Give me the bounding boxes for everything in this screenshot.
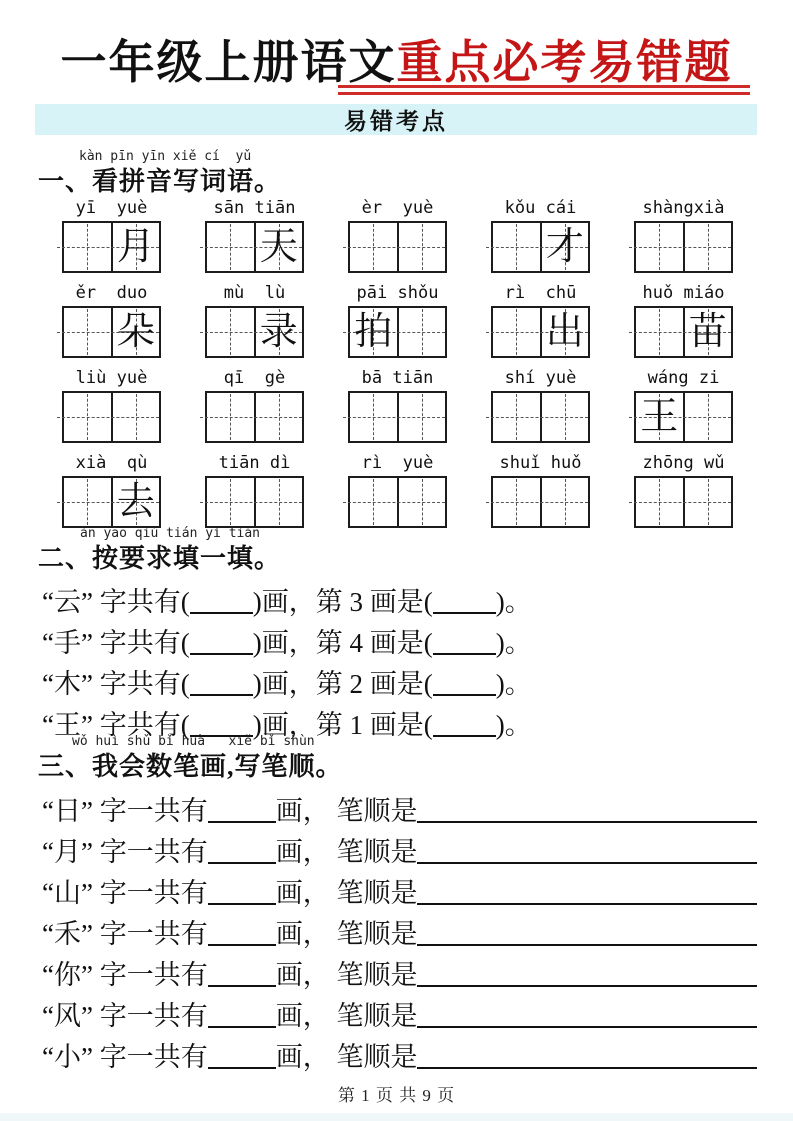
pinyin-label: yī yuè: [75, 198, 148, 218]
pinyin-label: xià qù: [75, 453, 148, 473]
stroke-order-question: [42, 912, 757, 952]
writing-grid: [205, 476, 304, 528]
word-box: [634, 364, 733, 443]
written-char: [399, 478, 446, 526]
question-char: “王”: [42, 710, 93, 740]
grid-row: [62, 279, 733, 358]
question-text: 画是(: [362, 628, 433, 658]
word-box: [634, 449, 733, 528]
written-char: [399, 223, 446, 271]
question-char: “月”: [42, 837, 93, 867]
word-box: [634, 194, 733, 273]
section2-pinyin: àn yāo qiú tián yì tián: [80, 526, 261, 541]
writing-grid: [205, 221, 304, 273]
stroke-count-question: [42, 580, 532, 620]
question-char: “风”: [42, 1001, 93, 1031]
section3-pinyin: wǒ huì shǔ bǐ huà xiě bǐ shùn: [72, 734, 315, 749]
stroke-order-blank: [417, 821, 757, 823]
grid-cell: [636, 393, 683, 441]
page-title-black: 一年级上册语文: [60, 37, 397, 88]
pinyin-writing-grid: [62, 194, 733, 534]
page-title: [0, 26, 793, 92]
pinyin-label: ěr duo: [75, 283, 148, 303]
question-text: )画，第: [252, 710, 350, 740]
word-box: [62, 364, 161, 443]
grid-cell: [397, 478, 446, 526]
grid-cell: [254, 478, 303, 526]
question-char: “云”: [42, 587, 93, 617]
word-box: [62, 279, 161, 358]
question-text: 字一共有: [92, 878, 208, 908]
pinyin-label: huǒ miáo: [642, 283, 725, 303]
grid-cell: [207, 223, 254, 271]
grid-cell: [540, 478, 589, 526]
pinyin-label: sān tiān: [213, 198, 296, 218]
stroke-order-blank: [417, 985, 757, 987]
topic-banner: [35, 104, 757, 135]
page-number: 第 1 页 共 9 页: [337, 1086, 456, 1105]
word-box: [62, 449, 161, 528]
answer-blank: [208, 821, 276, 823]
grid-cell: [254, 308, 303, 356]
written-char: [636, 223, 683, 271]
written-char: 才: [545, 226, 584, 268]
written-char: 苗: [688, 311, 727, 353]
grid-row: [62, 449, 733, 528]
grid-cell: [207, 308, 254, 356]
question-text: 画， 笔顺是: [275, 919, 418, 949]
stroke-number: 3: [349, 587, 363, 617]
written-char: [256, 393, 303, 441]
written-char: [207, 478, 254, 526]
question-char: “小”: [42, 1042, 93, 1072]
grid-cell: [254, 393, 303, 441]
bottom-edge-strip: [0, 1113, 793, 1121]
stroke-number: 4: [349, 628, 363, 658]
pinyin-label: liù yuè: [75, 368, 148, 388]
written-char: [207, 223, 254, 271]
question-text: 字共有(: [92, 710, 190, 740]
stroke-order-blank: [417, 1026, 757, 1028]
written-char: [399, 308, 446, 356]
stroke-count-question: [42, 662, 532, 702]
section2-heading: 二、按要求填一填。: [38, 544, 282, 573]
written-char: [636, 308, 683, 356]
pinyin-label: èr yuè: [361, 198, 434, 218]
question-text: 字共有(: [92, 628, 190, 658]
writing-grid: [491, 306, 590, 358]
writing-grid: [62, 391, 161, 443]
pinyin-label: rì yuè: [361, 453, 434, 473]
pinyin-label: wáng zi: [647, 368, 720, 388]
grid-cell: [397, 393, 446, 441]
answer-blank: [208, 985, 276, 987]
topic-banner-label: 易错考点: [344, 109, 448, 134]
grid-cell: [493, 308, 540, 356]
written-char: 录: [259, 311, 298, 353]
writing-grid: [634, 306, 733, 358]
answer-blank: [208, 1026, 276, 1028]
grid-cell: [254, 223, 303, 271]
written-char: 朵: [116, 311, 155, 353]
question-text: 字一共有: [92, 837, 208, 867]
writing-grid: [634, 476, 733, 528]
word-box: [348, 364, 447, 443]
stroke-order-blank: [417, 944, 757, 946]
written-char: [685, 223, 732, 271]
question-text: 字一共有: [92, 960, 208, 990]
stroke-order-blank: [417, 862, 757, 864]
question-text: 画是(: [362, 587, 433, 617]
written-char: [542, 478, 589, 526]
grid-cell: [397, 308, 446, 356]
word-box: [205, 364, 304, 443]
grid-cell: [636, 308, 683, 356]
grid-row: [62, 364, 733, 443]
pinyin-label: pāi shǒu: [356, 283, 439, 303]
answer-blank: [190, 694, 253, 696]
answer-blank: [433, 735, 496, 737]
written-char: 拍: [354, 311, 393, 353]
written-char: [350, 478, 397, 526]
question-text: )画，第: [252, 669, 350, 699]
pinyin-label: tiān dì: [218, 453, 291, 473]
grid-cell: [350, 223, 397, 271]
word-box: [491, 364, 590, 443]
writing-grid: [348, 306, 447, 358]
answer-blank: [433, 653, 496, 655]
stroke-order-question: [42, 789, 757, 829]
written-char: [64, 393, 111, 441]
question-text: 字一共有: [92, 796, 208, 826]
grid-cell: [493, 393, 540, 441]
question-text: 画， 笔顺是: [275, 960, 418, 990]
question-text: 画是(: [362, 669, 433, 699]
word-box: [205, 449, 304, 528]
question-text: 字一共有: [92, 919, 208, 949]
writing-grid: [62, 221, 161, 273]
answer-blank: [208, 862, 276, 864]
stroke-order-question: [42, 994, 757, 1034]
writing-grid: [634, 221, 733, 273]
written-char: [64, 308, 111, 356]
grid-cell: [64, 478, 111, 526]
stroke-order-blank: [417, 903, 757, 905]
word-box: [348, 194, 447, 273]
word-box: [205, 194, 304, 273]
grid-cell: [64, 308, 111, 356]
section3-heading: 三、我会数笔画,写笔顺。: [38, 752, 343, 781]
written-char: 王: [640, 396, 679, 438]
grid-cell: [111, 308, 160, 356]
written-char: [685, 478, 732, 526]
question-char: “日”: [42, 796, 93, 826]
writing-grid: [491, 476, 590, 528]
written-char: 出: [545, 311, 584, 353]
word-box: [205, 279, 304, 358]
grid-cell: [493, 223, 540, 271]
word-box: [62, 194, 161, 273]
grid-cell: [111, 478, 160, 526]
pinyin-label: kǒu cái: [504, 198, 577, 218]
question-char: “木”: [42, 669, 93, 699]
grid-cell: [636, 223, 683, 271]
answer-blank: [190, 653, 253, 655]
writing-grid: [348, 221, 447, 273]
grid-cell: [350, 478, 397, 526]
writing-grid: [491, 391, 590, 443]
section1-pinyin: kàn pīn yīn xiě cí yǔ: [79, 149, 252, 164]
answer-blank: [208, 903, 276, 905]
written-char: [350, 393, 397, 441]
answer-blank: [433, 612, 496, 614]
question-text: 字一共有: [92, 1001, 208, 1031]
pinyin-label: qī gè: [223, 368, 286, 388]
question-text: )。: [495, 710, 532, 740]
stroke-number: 2: [349, 669, 363, 699]
grid-cell: [636, 478, 683, 526]
grid-cell: [683, 223, 732, 271]
stroke-order-question: [42, 953, 757, 993]
writing-grid: [205, 391, 304, 443]
question-text: )画，第: [252, 587, 350, 617]
written-char: [64, 478, 111, 526]
word-box: [348, 279, 447, 358]
grid-cell: [683, 478, 732, 526]
answer-blank: [208, 944, 276, 946]
pinyin-label: bā tiān: [361, 368, 434, 388]
grid-cell: [540, 223, 589, 271]
written-char: [256, 478, 303, 526]
question-char: “禾”: [42, 919, 93, 949]
grid-row: [62, 194, 733, 273]
grid-cell: [493, 478, 540, 526]
pinyin-label: rì chū: [504, 283, 577, 303]
question-text: )。: [495, 587, 532, 617]
written-char: 天: [259, 226, 298, 268]
writing-grid: [62, 306, 161, 358]
word-box: [491, 194, 590, 273]
stroke-order-question: [42, 830, 757, 870]
written-char: [685, 393, 732, 441]
title-double-underline: [338, 85, 750, 95]
answer-blank: [190, 612, 253, 614]
written-char: 月: [116, 226, 155, 268]
written-char: [207, 308, 254, 356]
grid-cell: [64, 223, 111, 271]
answer-blank: [433, 694, 496, 696]
word-box: [634, 279, 733, 358]
written-char: [113, 393, 160, 441]
word-box: [491, 279, 590, 358]
written-char: [207, 393, 254, 441]
grid-cell: [64, 393, 111, 441]
question-text: 画， 笔顺是: [275, 1042, 418, 1072]
grid-cell: [111, 393, 160, 441]
grid-cell: [683, 308, 732, 356]
stroke-number: 1: [349, 710, 363, 740]
written-char: [493, 393, 540, 441]
writing-grid: [348, 476, 447, 528]
question-text: 画， 笔顺是: [275, 1001, 418, 1031]
written-char: [350, 223, 397, 271]
written-char: [493, 478, 540, 526]
stroke-order-blank: [417, 1067, 757, 1069]
question-char: “山”: [42, 878, 93, 908]
section1-heading: 一、看拼音写词语。: [38, 167, 282, 196]
question-text: 字一共有: [92, 1042, 208, 1072]
word-box: [348, 449, 447, 528]
grid-cell: [207, 478, 254, 526]
stroke-order-question: [42, 1035, 757, 1075]
written-char: [64, 223, 111, 271]
written-char: 去: [116, 481, 155, 523]
question-text: )。: [495, 628, 532, 658]
writing-grid: [62, 476, 161, 528]
pinyin-label: shuǐ huǒ: [499, 453, 582, 473]
written-char: [493, 223, 540, 271]
written-char: [636, 478, 683, 526]
grid-cell: [397, 223, 446, 271]
question-text: 字共有(: [92, 587, 190, 617]
writing-grid: [205, 306, 304, 358]
stroke-count-question: [42, 621, 532, 661]
stroke-order-question: [42, 871, 757, 911]
grid-cell: [540, 393, 589, 441]
question-text: 画是(: [362, 710, 433, 740]
grid-cell: [540, 308, 589, 356]
grid-cell: [350, 308, 397, 356]
grid-cell: [111, 223, 160, 271]
question-text: )画，第: [252, 628, 350, 658]
answer-blank: [208, 1067, 276, 1069]
question-char: “手”: [42, 628, 93, 658]
written-char: [542, 393, 589, 441]
question-text: 画， 笔顺是: [275, 796, 418, 826]
pinyin-label: shí yuè: [504, 368, 577, 388]
grid-cell: [683, 393, 732, 441]
word-box: [491, 449, 590, 528]
grid-cell: [207, 393, 254, 441]
written-char: [493, 308, 540, 356]
pinyin-label: zhōng wǔ: [642, 453, 725, 473]
written-char: [399, 393, 446, 441]
question-text: 画， 笔顺是: [275, 878, 418, 908]
pinyin-label: shàngxià: [642, 198, 725, 218]
question-text: 画， 笔顺是: [275, 837, 418, 867]
pinyin-label: mù lù: [223, 283, 286, 303]
writing-grid: [634, 391, 733, 443]
question-text: 字共有(: [92, 669, 190, 699]
writing-grid: [491, 221, 590, 273]
writing-grid: [348, 391, 447, 443]
page-title-red: 重点必考易错题: [396, 37, 733, 88]
grid-cell: [350, 393, 397, 441]
question-char: “你”: [42, 960, 93, 990]
question-text: )。: [495, 669, 532, 699]
